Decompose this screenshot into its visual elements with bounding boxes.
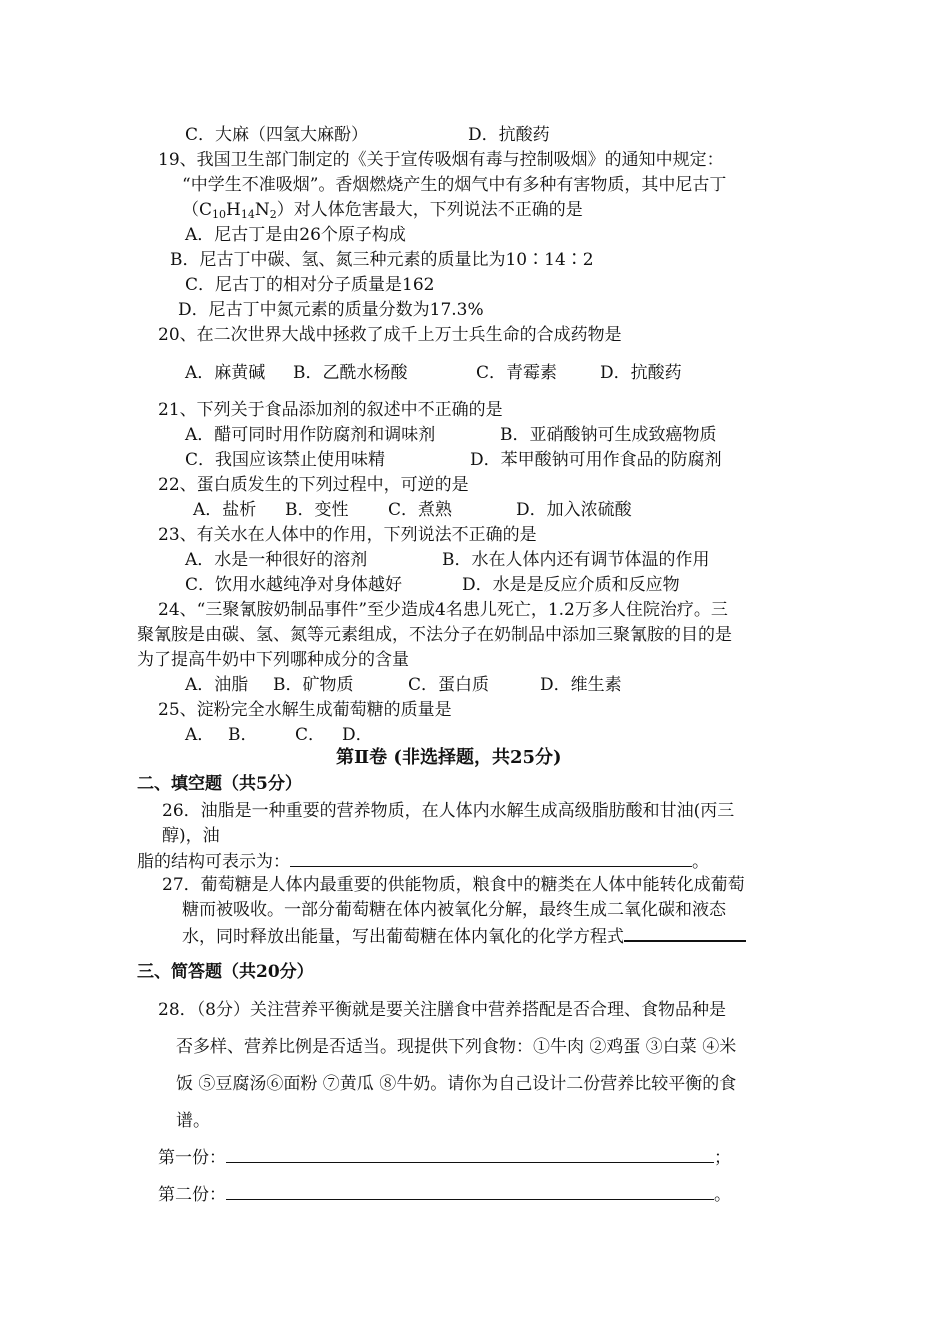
- q19-stem-line2: “中学生不准吸烟”。香烟燃烧产生的烟气中有多种有害物质，其中尼古丁: [182, 175, 727, 195]
- q25-option-b: B．: [228, 725, 258, 745]
- q26-line1: 26．油脂是一种重要的营养物质，在人体内水解生成高级脂肪酸和甘油(丙三: [162, 801, 735, 821]
- q19-stem-line3: [182, 199, 583, 226]
- q23-option-c: C．饮用水越纯净对身体越好: [185, 575, 403, 595]
- q27-line2: 糖而被吸收。一部分葡萄糖在体内被氧化分解，最终生成二氧化碳和液态: [182, 900, 726, 920]
- q22-option-d: D．加入浓硫酸: [516, 500, 632, 520]
- q24-stem-line3: 为了提高牛奶中下列哪种成分的含量: [137, 650, 409, 670]
- q19-stem-tail: ）对人体危害最大，下列说法不正确的是: [276, 200, 583, 220]
- q28-line3: 饭 ⑤豆腐汤⑥面粉 ⑦黄瓜 ⑧牛奶。请你为自己设计二份营养比较平衡的食: [176, 1074, 737, 1094]
- q19-option-b: B．尼古丁中碳、氢、氮三种元素的质量比为10∶14∶2: [170, 250, 594, 270]
- q19-sub-c: 10: [212, 208, 227, 221]
- q19-formula-n: N: [254, 200, 270, 220]
- q21-option-d: D．苯甲酸钠可用作食品的防腐剂: [470, 450, 722, 470]
- q24-option-c: C．蛋白质: [408, 675, 490, 695]
- menu-second-blank[interactable]: [226, 1183, 714, 1200]
- q20-option-c: C．青霉素: [476, 363, 558, 383]
- q25-stem: 25、淀粉完全水解生成葡萄糖的质量是: [158, 700, 452, 720]
- menu-first-end: ；: [714, 1148, 731, 1168]
- q21-option-b: B．亚硝酸钠可生成致癌物质: [500, 425, 717, 445]
- q22-option-b: B．变性: [285, 500, 349, 520]
- q26-line3: [137, 850, 709, 873]
- q20-option-a: A．麻黄碱: [185, 363, 266, 383]
- q20-option-d: D．抗酸药: [600, 363, 682, 383]
- q28-line1: 28．（8分）关注营养平衡就是要关注膳食中营养搭配是否合理、食物品种是: [158, 1000, 726, 1020]
- q25-option-d: D．: [342, 725, 373, 745]
- q23-option-a: A．水是一种很好的溶剂: [185, 550, 368, 570]
- q18-option-d: D．抗酸药: [468, 125, 550, 145]
- part2-title: 第Ⅱ卷 (非选择题，共25分): [336, 747, 562, 768]
- q23-stem: 23、有关水在人体中的作用，下列说法不正确的是: [158, 525, 537, 545]
- q21-option-a: A．醋可同时用作防腐剂和调味剂: [185, 425, 436, 445]
- q24-option-d: D．维生素: [540, 675, 622, 695]
- q27-line3: [182, 924, 746, 948]
- q19-sub-h: 14: [240, 208, 255, 221]
- q19-option-a: A．尼古丁是由26个原子构成: [185, 225, 406, 245]
- q26-end-mark: 。: [692, 852, 709, 872]
- q22-stem: 22、蛋白质发生的下列过程中，可逆的是: [158, 475, 469, 495]
- q21-option-c: C．我国应该禁止使用味精: [185, 450, 386, 470]
- q20-option-b: B．乙酰水杨酸: [293, 363, 408, 383]
- q27-answer-blank[interactable]: [624, 924, 746, 942]
- q18-option-c: C．大麻（四氢大麻酚）: [185, 125, 369, 145]
- menu-second-row: [158, 1183, 731, 1206]
- menu-second-end: 。: [714, 1185, 731, 1205]
- q27-prompt: 水，同时释放出能量，写出葡萄糖在体内氧化的化学方程式: [182, 927, 624, 947]
- q20-stem: 20、在二次世界大战中拯救了成千上万士兵生命的合成药物是: [158, 325, 622, 345]
- q24-stem-line1: 24、“三聚氰胺奶制品事件”至少造成4名患儿死亡，1.2万多人住院治疗。三: [158, 600, 728, 620]
- q19-formula-open: （C: [182, 200, 213, 220]
- q28-line4: 谱。: [176, 1111, 210, 1131]
- q25-option-c: C．: [295, 725, 326, 745]
- q19-stem-line1: 19、我国卫生部门制定的《关于宣传吸烟有毒与控制吸烟》的通知中规定：: [158, 150, 724, 170]
- menu-first-label: 第一份：: [158, 1148, 226, 1168]
- q28-line2: 否多样、营养比例是否适当。现提供下列食物：①牛肉 ②鸡蛋 ③白菜 ④米: [176, 1037, 737, 1057]
- q22-option-c: C．煮熟: [388, 500, 453, 520]
- q26-prompt: 脂的结构可表示为：: [137, 852, 290, 872]
- menu-first-blank[interactable]: [226, 1146, 714, 1163]
- menu-second-label: 第二份：: [158, 1185, 226, 1205]
- q19-sub-n: 2: [269, 208, 277, 221]
- q26-line2: 醇)，油: [162, 826, 220, 846]
- q25-option-a: A．: [185, 725, 215, 745]
- q23-option-d: D．水是是反应介质和反应物: [462, 575, 680, 595]
- q22-option-a: A．盐析: [193, 500, 257, 520]
- section3-title: 三、简答题（共20分）: [137, 962, 314, 982]
- q19-option-d: D．尼古丁中氮元素的质量分数为17.3%: [178, 300, 484, 320]
- q24-option-a: A．油脂: [185, 675, 249, 695]
- q24-stem-line2: 聚氰胺是由碳、氢、氮等元素组成，不法分子在奶制品中添加三聚氰胺的目的是: [137, 625, 732, 645]
- q19-option-c: C．尼古丁的相对分子质量是162: [185, 275, 435, 295]
- q24-option-b: B．矿物质: [273, 675, 354, 695]
- section2-title: 二、填空题（共5分）: [137, 774, 302, 794]
- q21-stem: 21、下列关于食品添加剂的叙述中不正确的是: [158, 400, 503, 420]
- q27-line1: 27．葡萄糖是人体内最重要的供能物质，粮食中的糖类在人体中能转化成葡萄: [162, 875, 745, 895]
- q19-formula-h: H: [226, 200, 241, 220]
- q23-option-b: B．水在人体内还有调节体温的作用: [442, 550, 710, 570]
- menu-first-row: [158, 1146, 731, 1169]
- q26-answer-blank[interactable]: [290, 850, 692, 867]
